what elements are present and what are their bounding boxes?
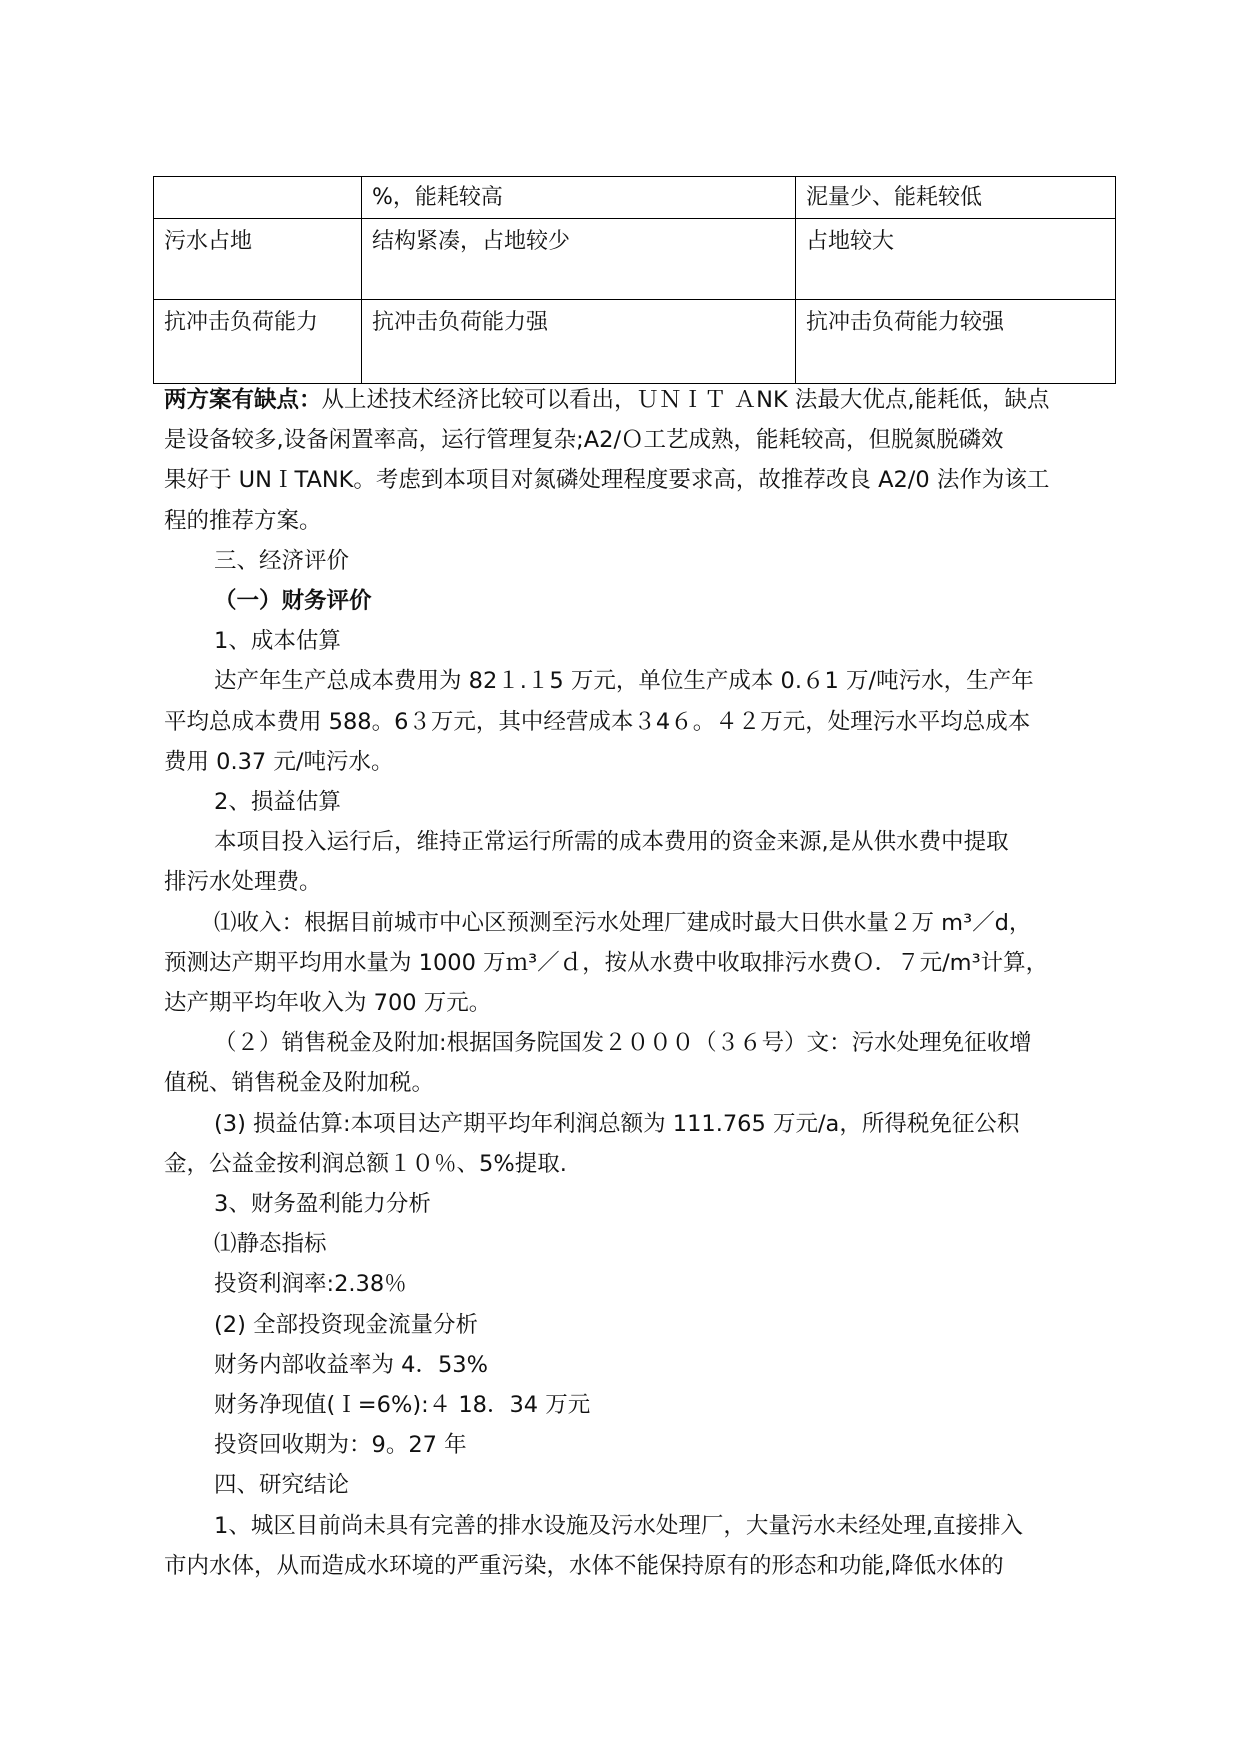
item-heading: 3、财务盈利能力分析 (214, 1191, 431, 1218)
text-line: (2) 全部投资现金流量分析 (214, 1311, 479, 1338)
table-cell: 抗冲击负荷能力较强 (796, 300, 1116, 384)
text-line: （２）销售税金及附加:根据国务院国发２０００（３６号）文：污水处理免征收增 (214, 1030, 1032, 1057)
text-line: 果好于 UNＩTANK。考虑到本项目对氮磷处理程度要求高，故推荐改良 A2/0 法作为该工 (164, 467, 1050, 494)
subsection-heading-text: （一）财务评价 (214, 588, 372, 615)
section-heading: 三、经济评价 (214, 547, 350, 574)
summary-paragraph (164, 380, 1109, 420)
table-cell (154, 177, 362, 219)
text-line: 值税、销售税金及附加税。 (164, 1070, 435, 1097)
text-line: 市内水体，从而造成水环境的严重污染，水体不能保持原有的形态和功能,降低水体的 (164, 1552, 1004, 1579)
summary-label: 两方案有缺点： (164, 387, 322, 413)
table-cell: 污水占地 (154, 219, 362, 300)
text-line: (3) 损益估算:本项目达产期平均年利润总额为 111.765 万元/a，所得税免征公积 (214, 1110, 1020, 1137)
table-row (154, 177, 1116, 219)
text-line: 程的推荐方案。 (164, 507, 322, 534)
text-line: 财务内部收益率为 4．53% (214, 1351, 488, 1378)
table-cell: 抗冲击负荷能力强 (362, 300, 796, 384)
item-heading: 2、损益估算 (214, 789, 341, 816)
table-cell: 抗冲击负荷能力 (154, 300, 362, 384)
text-line: 金，公益金按利润总额１０％、5%提取. (164, 1150, 567, 1177)
item-heading: 1、成本估算 (214, 628, 341, 655)
text-line: 投资利润率:2.38％ (214, 1271, 407, 1298)
text-line: 从上述技术经济比较可以看出，ＵＮＩＴ ＡNK 法最大优点,能耗低，缺点 (321, 387, 1050, 413)
table-cell: 结构紧凑，占地较少 (362, 219, 796, 300)
text-line: 财务净现值(Ｉ=6%):４ 18．34 万元 (214, 1392, 591, 1419)
text-line: ⑴静态指标 (214, 1231, 327, 1258)
text-line: 预测达产期平均用水量为 1000 万ｍ³／ｄ，按从水费中收取排污水费Ｏ．７元/m³计算， (164, 949, 1049, 976)
text-line: 投资回收期为：9。27 年 (214, 1432, 467, 1459)
table-cell: %，能耗较高 (362, 177, 796, 219)
table-row (154, 300, 1116, 384)
text-line: ⑴收入：根据目前城市中心区预测至污水处理厂建成时最大日供水量２万 m³／d， (214, 909, 1032, 936)
text-line: 平均总成本费用 588。6３万元，其中经营成本３4６。４２万元，处理污水平均总成本 (164, 708, 1031, 735)
subsection-heading (164, 581, 1109, 621)
text-line: 达产年生产总成本费用为 82１.１5 万元，单位生产成本 0.６1 万/吨污水，生产年 (214, 668, 1034, 695)
text-line: 达产期平均年收入为 700 万元。 (164, 990, 492, 1017)
text-line: 1、城区目前尚未具有完善的排水设施及污水处理厂，大量污水未经处理,直接排入 (214, 1512, 1023, 1539)
table-cell: 泥量少、能耗较低 (796, 177, 1116, 219)
text-line: 费用 0.37 元/吨污水。 (164, 748, 394, 775)
section-heading: 四、研究结论 (214, 1472, 350, 1499)
text-line: 是设备较多,设备闲置率高，运行管理复杂;A2/Ｏ工艺成熟，能耗较高，但脱氮脱磷效 (164, 427, 1004, 454)
text-line: 本项目投入运行后，维持正常运行所需的成本费用的资金来源,是从供水费中提取 (214, 829, 1009, 856)
document-body (164, 380, 1109, 1586)
text-line: 排污水处理费。 (164, 869, 322, 896)
table-cell: 占地较大 (796, 219, 1116, 300)
comparison-table (153, 176, 1116, 384)
table-row (154, 219, 1116, 300)
